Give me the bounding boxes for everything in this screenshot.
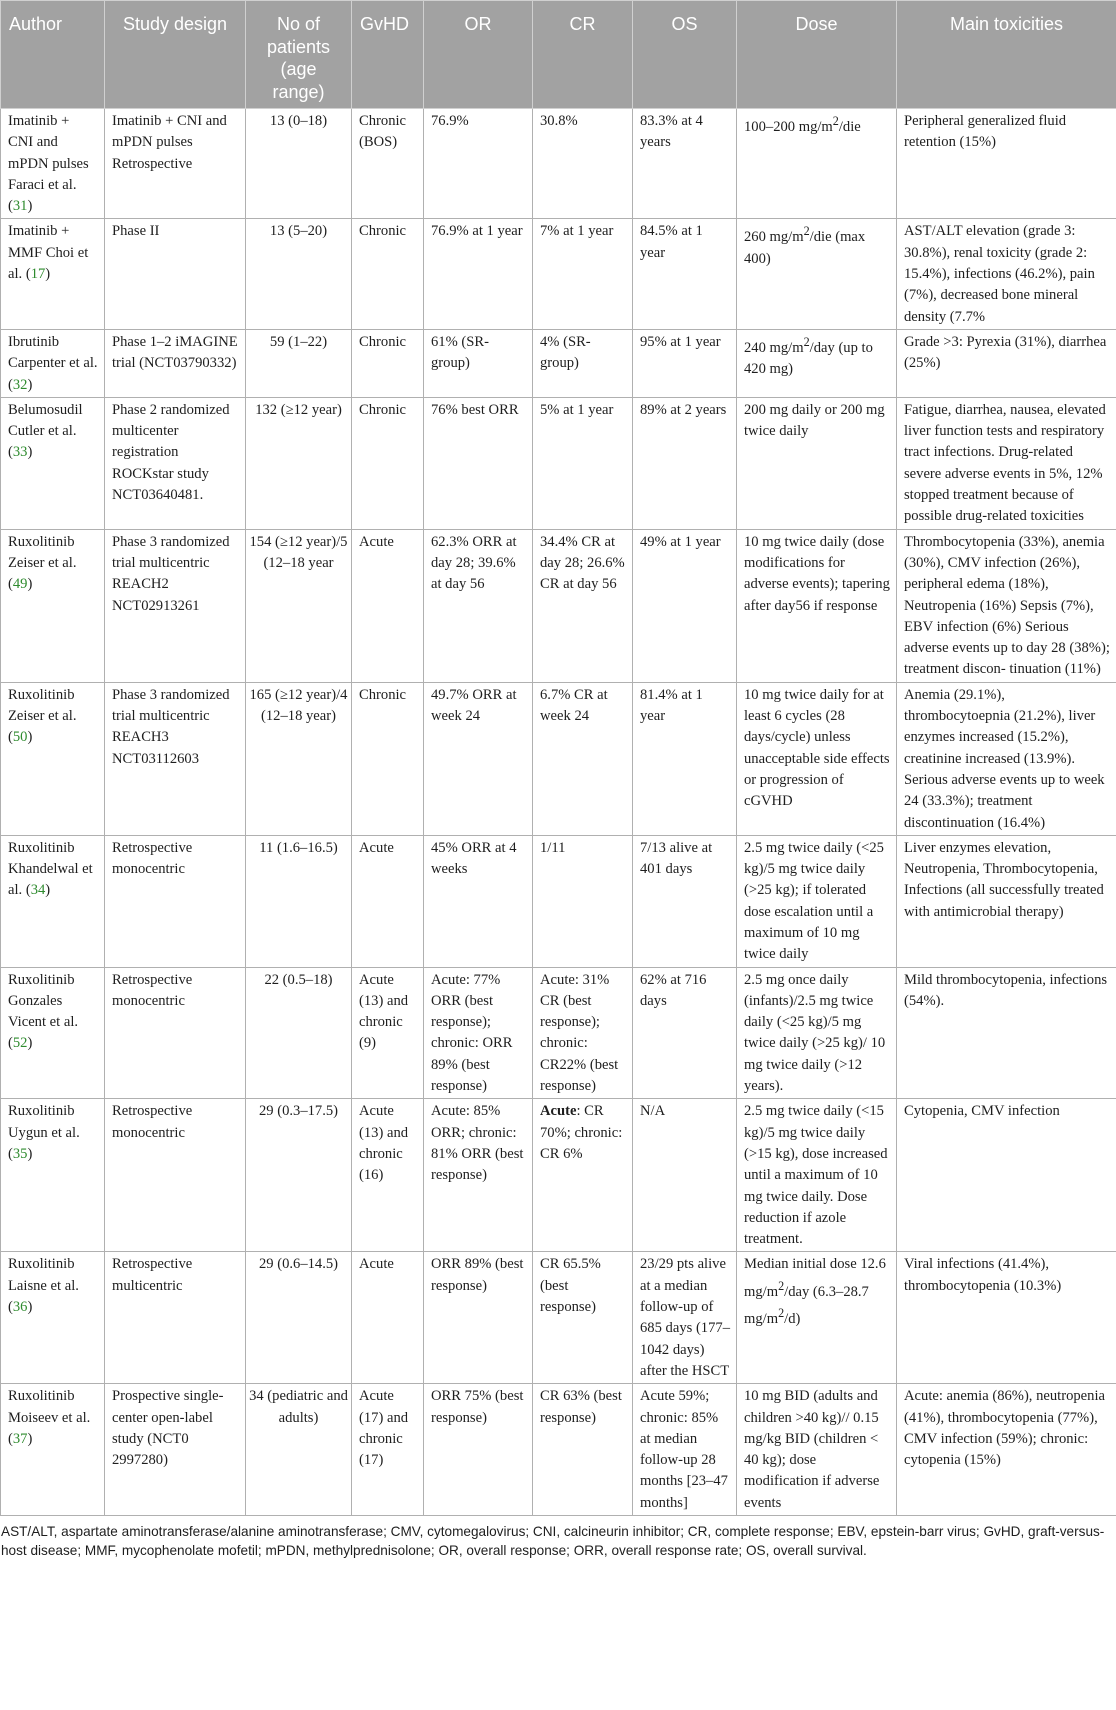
cell-patients [246,835,352,967]
author-text: Ibrutinib Carpenter et al. [8,333,98,372]
cell-patients [246,329,352,397]
cell-patients [246,1099,352,1252]
cell-study-design [105,682,246,835]
cell-os [633,835,737,967]
os-text: 89% at 2 years [640,401,727,418]
toxicities-text: Thrombocytopenia (33%), anemia (30%), CMV infection (26%), peripheral edema (18%), Neutropenia (16%) Sepsis (7%), EBV infection (6%) Serious adverse events up to day 28 (38%); treatment discon- tinuation (11%) [904,533,1110,678]
table-row [1,967,1116,1099]
cell-gvhd [352,329,424,397]
cell-dose [737,397,897,529]
reference-link: 34 [30,882,46,899]
cell-author: Ruxolitinib Laisne et al. (36) [1,1252,105,1384]
dose-text: 2.5 mg once daily (infants)/2.5 mg twice daily (<25 kg)/5 mg twice daily (>25 kg)/ 10 mg twice daily (>12 years). [744,971,886,1095]
dose-superscript: 2 [803,224,810,239]
author-text: Ruxolitinib Zeiser et al. [8,533,77,571]
gvhd-text: Chronic [359,223,407,240]
os-text: N/A [640,1103,666,1120]
toxicities-text: Acute: anemia (86%), neutropenia (41%), thrombocytopenia (77%), CMV infection (59%); chronic: cytopenia (15%) [904,1388,1105,1469]
cell-main-toxicities [897,329,1116,397]
patients-text: 59 (1–22) [269,333,328,350]
author-text: Ruxolitinib Laisne et al. [8,1256,79,1294]
patients-text: 13 (0–18) [269,113,328,129]
cell-dose [737,529,897,682]
cell-main-toxicities [897,1099,1116,1252]
cell-or [424,835,533,967]
cell-or [424,397,533,529]
dose-superscript: 2 [832,114,839,128]
cell-patients [246,1252,352,1384]
cell-study-design [105,109,246,219]
or-text: ORR 89% (best response) [431,1256,524,1294]
cell-dose [737,329,897,397]
study-design-text: Phase 3 randomized trial multicentric REACH2 NCT02913261 [112,533,230,614]
cell-patients [246,682,352,835]
cell-main-toxicities [897,109,1116,219]
study-design-text: Phase 1–2 iMAGINE trial (NCT03790332) [112,333,238,372]
cr-text: 5% at 1 year [540,401,614,418]
table-row [1,682,1116,835]
cell-author: Imatinib + CNI and mPDN pulses Faraci et al. (31) [1,109,105,219]
author-text: Ruxolitinib Zeiser et al. [8,686,77,725]
dose-text: 2.5 mg twice daily (<15 kg)/5 mg twice daily (>15 kg), dose increased until a maximum of 10 mg twice daily. Dose reduction if azole treatment. [744,1103,888,1248]
table-header-row [1,1,1116,109]
cell-os [633,109,737,219]
cell-dose [737,967,897,1099]
author-text: Imatinib + MMF Choi et al. [8,223,89,283]
cell-author: Ibrutinib Carpenter et al. (32) [1,329,105,397]
reference-link: 35 [12,1145,28,1162]
patients-text: 29 (0.6–14.5) [258,1256,339,1273]
cell-main-toxicities [897,835,1116,967]
cell-gvhd [352,529,424,682]
patients-text: 132 (≥12 year) [255,401,342,418]
cell-cr [533,967,633,1099]
table-row [1,1252,1116,1384]
study-design-text: Phase 2 randomized multicenter registration ROCKstar study NCT03640481. [112,401,230,504]
dose-superscript: 2 [803,334,810,349]
os-text: 62% at 716 days [640,971,707,1009]
reference-link: 36 [12,1299,28,1316]
cell-gvhd [352,967,424,1099]
cell-gvhd [352,682,424,835]
cr-text: : CR 70%; chronic: CR 6% [540,1103,623,1162]
author-text: Belumosudil Cutler et al. [8,401,83,440]
cell-dose [737,1384,897,1516]
cr-text: 7% at 1 year [540,223,614,240]
cell-dose [737,835,897,967]
toxicities-text: Anemia (29.1%), thrombocytoepnia (21.2%), liver enzymes increased (15.2%), creatinine increased (13.9%). Serious adverse events up to week 24 (33.3%); treatment discontinuation (16.4%) [904,686,1105,831]
reference-link: 17 [30,266,46,283]
cell-patients [246,109,352,219]
cell-author: Belumosudil Cutler et al. (33) [1,397,105,529]
header-or: OR [424,1,533,109]
table-row [1,529,1116,682]
table-row [1,109,1116,219]
or-text: 61% (SR-group) [431,333,489,372]
toxicities-text: Peripheral generalized fluid retention (15%) [904,113,1067,151]
gvhd-text: Acute [359,533,394,550]
study-design-text: Retrospective multicentric [112,1256,193,1294]
reference-link: 33 [12,444,28,461]
os-text: 81.4% at 1 year [640,686,703,725]
cell-study-design [105,1384,246,1516]
cell-or [424,109,533,219]
reference-link: 49 [12,576,28,593]
dose-text: 240 mg/m [744,339,804,356]
patients-text: 29 (0.3–17.5) [258,1103,339,1120]
reference-link: 31 [12,198,28,215]
table-row [1,329,1116,397]
os-text: 95% at 1 year [640,333,721,350]
patients-text: 154 (≥12 year)/5 (12–18 year [249,533,348,571]
study-design-text: Retrospective monocentric [112,839,193,878]
cell-cr [533,1099,633,1252]
cell-dose [737,682,897,835]
reference-link: 32 [12,376,28,393]
cell-dose [737,219,897,329]
cell-main-toxicities [897,529,1116,682]
or-text: 45% ORR at 4 weeks [431,839,517,878]
cell-main-toxicities [897,397,1116,529]
table-row [1,1099,1116,1252]
cell-cr [533,1252,633,1384]
or-text: Acute: 85% ORR; chronic: 81% ORR (best response) [431,1103,524,1184]
gvhd-text: Acute [359,1256,394,1273]
toxicities-text: Viral infections (41.4%), thrombocytopenia (10.3%) [904,1256,1062,1294]
gvhd-text: Acute [359,839,394,856]
cell-main-toxicities [897,219,1116,329]
or-text: 62.3% ORR at day 28; 39.6% at day 56 [431,533,517,593]
or-text: 76% best ORR [431,401,519,418]
reference-link: 50 [12,729,28,746]
dose-text-cont: /d) [784,1310,801,1327]
dose-text: 2.5 mg twice daily (<25 kg)/5 mg twice daily (>25 kg); if tolerated dose escalation until a maximum of 10 mg twice daily [744,839,884,963]
dose-text: 260 mg/m [744,229,804,246]
dose-text: Median initial dose 12.6 mg/m [744,1256,886,1300]
table-row [1,1384,1116,1516]
dose-superscript: 2 [778,1278,785,1293]
cell-patients [246,529,352,682]
cell-patients [246,1384,352,1516]
study-design-text: Prospective single-center open-label study (NCT0 2997280) [112,1388,224,1469]
dose-text: 200 mg daily or 200 mg twice daily [744,401,885,440]
cr-text: CR 65.5% (best response) [540,1256,601,1316]
cell-study-design [105,529,246,682]
table-row [1,219,1116,329]
toxicities-text: Mild thrombocytopenia, infections (54%). [904,971,1108,1009]
cell-author: Ruxolitinib Zeiser et al. (49) [1,529,105,682]
header-main-toxicities: Main toxicities [897,1,1116,109]
patients-text: 11 (1.6–16.5) [259,839,338,856]
cell-cr [533,529,633,682]
gvhd-text: Chronic [359,333,407,350]
toxicities-text: Fatigue, diarrhea, nausea, elevated liver function tests and respiratory tract infections. Drug-related severe adverse events in 5%, 12% stopped treatment because of possible drug-related toxicities [904,401,1106,525]
cell-dose [737,109,897,219]
cell-or [424,682,533,835]
reference-link: 37 [12,1430,28,1447]
os-text: 7/13 alive at 401 days [640,839,713,878]
gvhd-text: Chronic [359,686,407,703]
cell-os [633,529,737,682]
or-text: 76.9% at 1 year [431,223,523,240]
cell-gvhd [352,1384,424,1516]
author-text: Ruxolitinib Khandelwal et al. [8,839,93,899]
cell-study-design [105,1252,246,1384]
cell-study-design [105,835,246,967]
toxicities-text: Liver enzymes elevation, Neutropenia, Thrombocytopenia, Infections (all successfully treated with antimicrobial therapy) [904,839,1104,920]
cell-cr [533,109,633,219]
study-design-text: Phase II [112,223,160,240]
cell-author: Ruxolitinib Zeiser et al. (50) [1,682,105,835]
cell-or [424,1099,533,1252]
dose-superscript: 2 [778,1305,785,1320]
dose-text: 10 mg twice daily for at least 6 cycles (28 days/cycle) unless unacceptable side effects or progression of cGVHD [744,686,890,810]
toxicities-text: Cytopenia, CMV infection [904,1103,1060,1120]
cr-text: 30.8% [540,113,578,129]
cell-dose [737,1252,897,1384]
author-text: Ruxolitinib Moiseev et al. [8,1388,91,1426]
or-text: 76.9% [431,113,469,129]
gvhd-text: Acute (13) and chronic (9) [359,971,409,1052]
author-text: Ruxolitinib Gonzales Vicent et al. [8,971,79,1031]
table-row [1,835,1116,967]
dose-text: 10 mg BID (adults and children >40 kg)// 0.15 mg/kg BID (children < 40 kg); dose modification if adverse events [744,1388,880,1511]
cell-gvhd [352,219,424,329]
dose-text-cont: /die (max 400) [744,229,866,267]
cell-main-toxicities [897,682,1116,835]
os-text: Acute 59%; chronic: 85% at median follow-up 28 months [23–47 months] [640,1388,728,1511]
dose-text: 10 mg twice daily (dose modifications for adverse events); tapering after day56 if response [744,533,890,614]
cr-text: 1/11 [540,839,566,856]
cell-gvhd [352,835,424,967]
study-design-text: Phase 3 randomized trial multicentric REACH3 NCT03112603 [112,686,230,767]
cell-or [424,967,533,1099]
cell-patients [246,967,352,1099]
cell-cr [533,219,633,329]
patients-text: 13 (5–20) [269,223,328,240]
cell-gvhd [352,109,424,219]
cr-text: 6.7% CR at week 24 [540,686,608,725]
toxicities-text: AST/ALT elevation (grade 3: 30.8%), renal toxicity (grade 2: 15.4%), infections (46.2%), pain (7%), decreased bone mineral density (7.7% [904,223,1095,325]
cell-cr [533,329,633,397]
cell-study-design [105,967,246,1099]
cell-author: Imatinib + MMF Choi et al. (17) [1,219,105,329]
or-text: 49.7% ORR at week 24 [431,686,517,725]
header-dose: Dose [737,1,897,109]
cell-cr [533,397,633,529]
cell-patients [246,219,352,329]
header-no-of-patients: No of patients (age range) [246,1,352,109]
toxicities-text: Grade >3: Pyrexia (31%), diarrhea (25%) [904,333,1107,372]
header-study-design: Study design [105,1,246,109]
header-author: Author [1,1,105,109]
cell-os [633,329,737,397]
gvhd-text: Chronic [359,401,407,418]
os-text: 23/29 pts alive at a median follow-up of 685 days (177–1042 days) after the HSCT [640,1256,730,1379]
dose-text-cont: /day (6.3–28.7 mg/m [744,1283,869,1327]
reference-link: 52 [12,1035,28,1052]
gvhd-text: Acute (17) and chronic (17) [359,1388,409,1469]
cell-study-design [105,1099,246,1252]
cell-os [633,682,737,835]
dose-text-cont: /day (up to 420 mg) [744,339,873,378]
table-row [1,397,1116,529]
author-text: Imatinib + CNI and mPDN pulses Faraci et al. [8,113,89,193]
cell-author: Ruxolitinib Khandelwal et al. (34) [1,835,105,967]
cell-gvhd [352,1252,424,1384]
cell-author: Ruxolitinib Gonzales Vicent et al. (52) [1,967,105,1099]
cell-or [424,219,533,329]
cell-main-toxicities [897,967,1116,1099]
study-design-text: Retrospective monocentric [112,971,193,1009]
cr-bold-text: Acute [540,1103,577,1120]
study-design-text: Retrospective monocentric [112,1103,193,1141]
patients-text: 165 (≥12 year)/4 (12–18 year) [249,686,348,725]
cell-os [633,1099,737,1252]
os-text: 84.5% at 1 year [640,223,703,261]
cell-main-toxicities [897,1252,1116,1384]
cell-study-design [105,329,246,397]
cell-cr [533,682,633,835]
cr-text: 34.4% CR at day 28; 26.6% CR at day 56 [540,533,625,593]
cell-study-design [105,397,246,529]
table-footnote: AST/ALT, aspartate aminotransferase/alanine aminotransferase; CMV, cytomegalovirus; CNI, calcineurin inhibitor; CR, complete response; EBV, epstein-barr virus; GvHD, graft-versus-host disease; MMF, mycophenolate mofetil; mPDN, methylprednisolone; OR, overall response; ORR, overall response rate; OS, overall survival. [1,1524,1105,1558]
cell-gvhd [352,1099,424,1252]
cell-os [633,967,737,1099]
patients-text: 22 (0.5–18) [264,971,333,988]
cell-cr [533,1384,633,1516]
cr-text: CR 63% (best response) [540,1388,622,1426]
header-cr: CR [533,1,633,109]
cell-or [424,529,533,682]
cell-author: Ruxolitinib Moiseev et al. (37) [1,1384,105,1516]
cell-author: Ruxolitinib Uygun et al. (35) [1,1099,105,1252]
header-os: OS [633,1,737,109]
os-text: 83.3% at 4 years [640,113,703,151]
patients-text: 34 (pediatric and adults) [249,1388,348,1426]
cell-main-toxicities [897,1384,1116,1516]
study-design-text: Imatinib + CNI and mPDN pulses Retrospective [112,113,227,172]
or-text: ORR 75% (best response) [431,1388,524,1426]
cell-gvhd [352,397,424,529]
gvhd-text: Acute (13) and chronic (16) [359,1103,409,1184]
cell-os [633,1384,737,1516]
header-gvhd: GvHD [352,1,424,109]
cell-or [424,1384,533,1516]
cell-dose [737,1099,897,1252]
os-text: 49% at 1 year [640,533,721,550]
cell-os [633,1252,737,1384]
cell-cr [533,835,633,967]
author-text: Ruxolitinib Uygun et al. [8,1103,80,1141]
cell-os [633,219,737,329]
or-text: Acute: 77% ORR (best response); chronic: ORR 89% (best response) [431,971,513,1095]
cell-or [424,1252,533,1384]
cell-os [633,397,737,529]
cr-text: Acute: 31% CR (best response); chronic: CR22% (best response) [540,971,619,1095]
cell-or [424,329,533,397]
table-body [1,109,1116,1516]
gvhd-text: Chronic (BOS) [359,113,407,151]
dose-text-cont: /die [838,118,861,135]
cell-patients [246,397,352,529]
cell-study-design [105,219,246,329]
cr-text: 4% (SR-group) [540,333,591,372]
dose-text: 100–200 mg/m [744,118,833,135]
